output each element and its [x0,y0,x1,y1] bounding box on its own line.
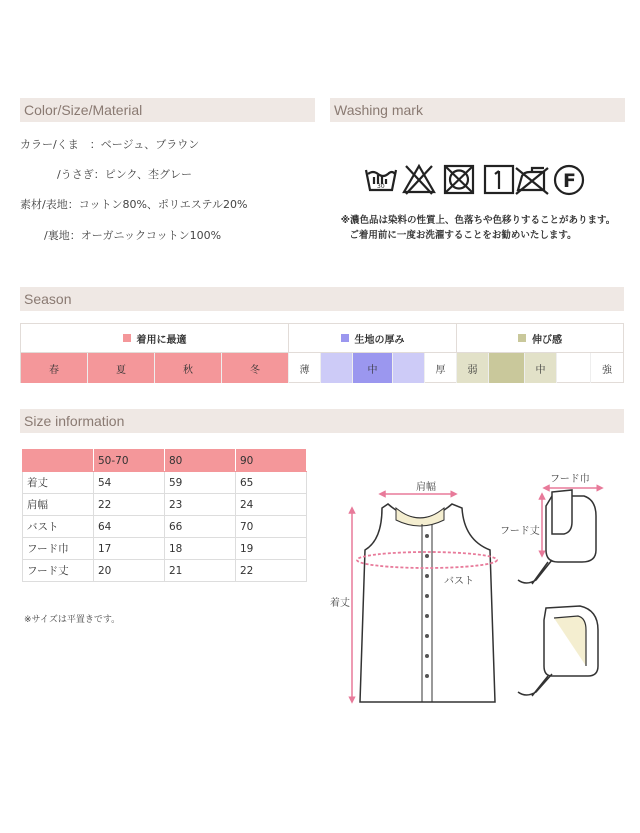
hand-wash-30-icon [366,170,396,190]
season-group-best [21,324,289,352]
hood-bottom-tie [518,674,552,696]
line-dry-icon [485,166,513,193]
vest-lining [396,508,444,526]
hood-side-brim [552,490,572,534]
size-table-header [23,450,307,472]
row-label: バスト [23,516,94,538]
hood-diagram [496,470,616,710]
cell: 59 [165,472,236,494]
hood-width-label: フード巾 [550,474,590,485]
hood-side-tie [518,560,552,584]
thickness-medium: 中 [353,353,393,383]
size-header-80: 80 [165,450,236,472]
cell: 65 [236,472,307,494]
size-note: ※サイズは平置きです。 [24,615,121,625]
table-row [23,560,307,582]
vest-diagram [340,480,500,710]
season-section-title: Season [20,287,624,311]
row-label: 着丈 [23,472,94,494]
thickness-thick: 厚 [425,353,457,383]
season-group-stretch [457,324,623,352]
table-row [23,472,307,494]
washing-note-1: ※濃色品は染料の性質上、色落ちや色移りすることがあります。 [340,215,616,226]
stretch-label: 伸び感 [532,334,562,346]
washing-icons [362,160,588,200]
hand-wash-temp: 30 [377,183,385,190]
row-label: 肩幅 [23,494,94,516]
size-table [22,449,307,582]
dry-clean-letter: F [563,170,576,192]
material-color-rabbit: /うさぎ：ピンク、杢グレー [57,168,193,181]
thickness-light [321,353,353,383]
thickness-light-2 [393,353,425,383]
season-summer: 夏 [88,353,155,383]
material-lining: /裏地：オーガニックコットン100% [44,229,222,242]
best-label: 着用に最適 [136,334,187,346]
row-label: フード丈 [23,560,94,582]
thickness-thin: 薄 [289,353,321,383]
cell: 20 [94,560,165,582]
season-spring: 春 [21,353,88,383]
size-section-title: Size information [20,409,624,433]
thickness-label: 生地の厚み [354,334,405,346]
cell: 54 [94,472,165,494]
cell: 24 [236,494,307,516]
table-row [23,494,307,516]
stretch-weak-mid [489,353,525,383]
table-row [23,538,307,560]
season-table [20,323,624,383]
cell: 19 [236,538,307,560]
cell: 66 [165,516,236,538]
cell: 64 [94,516,165,538]
no-iron-icon [516,168,548,194]
size-header-50-70: 50-70 [94,450,165,472]
shoulder-label: 肩幅 [416,482,436,493]
material-section-title: Color/Size/Material [20,98,315,122]
stretch-weak: 弱 [457,353,489,383]
cell: 17 [94,538,165,560]
material-color-bear: カラー/くま ：ベージュ、ブラウン [20,138,200,151]
washing-note-2: ご着用前に一度お洗濯することをお勧めいたします。 [349,230,577,241]
row-label: フード巾 [23,538,94,560]
material-outer: 素材/表地：コットン80%、ポリエステル20% [20,198,248,211]
no-tumble-dry-icon [445,166,473,193]
washing-section-title: Washing mark [330,98,625,122]
season-autumn: 秋 [155,353,222,383]
cell: 70 [236,516,307,538]
vest-outline [360,504,495,702]
cell: 18 [165,538,236,560]
thickness-swatch [341,334,349,342]
cell: 22 [236,560,307,582]
size-header-90: 90 [236,450,307,472]
bust-label: バスト [444,576,474,587]
size-header-blank [23,450,94,472]
stretch-empty [557,353,591,383]
cell: 22 [94,494,165,516]
dry-clean-f-icon [555,166,583,194]
cell: 21 [165,560,236,582]
stretch-swatch [518,334,526,342]
no-bleach-icon [404,166,434,194]
season-group-thickness [289,324,457,352]
stretch-medium: 中 [525,353,557,383]
length-label: 着丈 [330,598,350,609]
best-swatch [123,334,131,342]
hood-length-label: フード丈 [500,526,540,537]
stretch-strong: 強 [602,364,612,376]
table-row [23,516,307,538]
season-winter: 冬 [222,353,289,383]
cell: 23 [165,494,236,516]
